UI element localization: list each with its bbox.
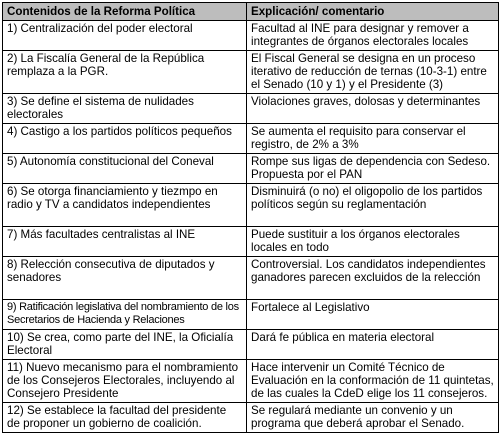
row-3-content: 3) Se define el sistema de nulidades electorales — [3, 94, 247, 124]
row-9-comment: Fortalece al Legislativo — [247, 300, 499, 330]
header-contenidos: Contenidos de la Reforma Política — [3, 3, 247, 21]
row-2-content: 2) La Fiscalía General de la República remplaza a la PGR. — [3, 51, 247, 94]
row-1-content: 1) Centralización del poder electoral — [3, 21, 247, 51]
row-6-content: 6) Se otorga financiamiento y tiezmpo en radio y TV a candidatos independientes — [3, 184, 247, 227]
row-5-content: 5) Autonomía constitucional del Coneval — [3, 154, 247, 184]
row-11-comment: Hace intervenir un Comité Técnico de Evaluación en la conformación de 11 quintetas, de las cuales la CdeD elige los 11 consejeros. — [247, 360, 499, 403]
row-5-comment: Rompe sus ligas de dependencia con Sedeso. Propuesta por el PAN — [247, 154, 499, 184]
row-11-content: 11) Nuevo mecanismo para el nombramiento de los Consejeros Electorales, incluyendo al Consejero Presidente — [3, 360, 247, 403]
table-row — [3, 360, 499, 403]
header-explicacion: Explicación/ comentario — [247, 3, 499, 21]
row-7-comment: Puede sustituir a los órganos electorales locales en todo — [247, 227, 499, 257]
row-8-content: 8) Relección consecutiva de diputados y senadores — [3, 257, 247, 300]
row-6-comment: Disminuirá (o no) el oligopolio de los partidos políticos según su reglamentación — [247, 184, 499, 227]
row-3-comment: Violaciones graves, dolosas y determinantes — [247, 94, 499, 124]
row-10-comment: Dará fe pública en materia electoral — [247, 330, 499, 360]
table-row — [3, 94, 499, 124]
row-9-content: 9) Ratificación legislativa del nombramiento de los Secretarios de Hacienda y Relaciones — [3, 300, 247, 330]
row-8-comment: Controversial. Los candidatos independientes ganadores parecen excluidos de la relección — [247, 257, 499, 300]
reform-table — [2, 2, 499, 433]
table-row — [3, 124, 499, 154]
table-header-row — [3, 3, 499, 21]
row-2-comment: El Fiscal General se designa en un proceso iterativo de reducción de ternas (10-3-1) entre el Senado (10 y 1) y el Presidente (3) — [247, 51, 499, 94]
row-12-content: 12) Se establece la facultad del presidente de proponer un gobierno de coalición. — [3, 403, 247, 433]
reform-table-container — [2, 2, 498, 430]
table-row — [3, 21, 499, 51]
row-12-comment: Se regulará mediante un convenio y un programa que deberá aprobar el Senado. — [247, 403, 499, 433]
table-row — [3, 300, 499, 330]
table-row — [3, 227, 499, 257]
row-10-content: 10) Se crea, como parte del INE, la Oficialía Electoral — [3, 330, 247, 360]
row-4-content: 4) Castigo a los partidos políticos pequeños — [3, 124, 247, 154]
row-1-comment: Facultad al INE para designar y remover a integrantes de órganos electorales locales — [247, 21, 499, 51]
table-row — [3, 51, 499, 94]
table-row — [3, 330, 499, 360]
row-4-comment: Se aumenta el requisito para conservar el registro, de 2% a 3% — [247, 124, 499, 154]
table-row — [3, 184, 499, 227]
table-row — [3, 403, 499, 433]
row-7-content: 7) Más facultades centralistas al INE — [3, 227, 247, 257]
table-row — [3, 257, 499, 300]
table-row — [3, 154, 499, 184]
